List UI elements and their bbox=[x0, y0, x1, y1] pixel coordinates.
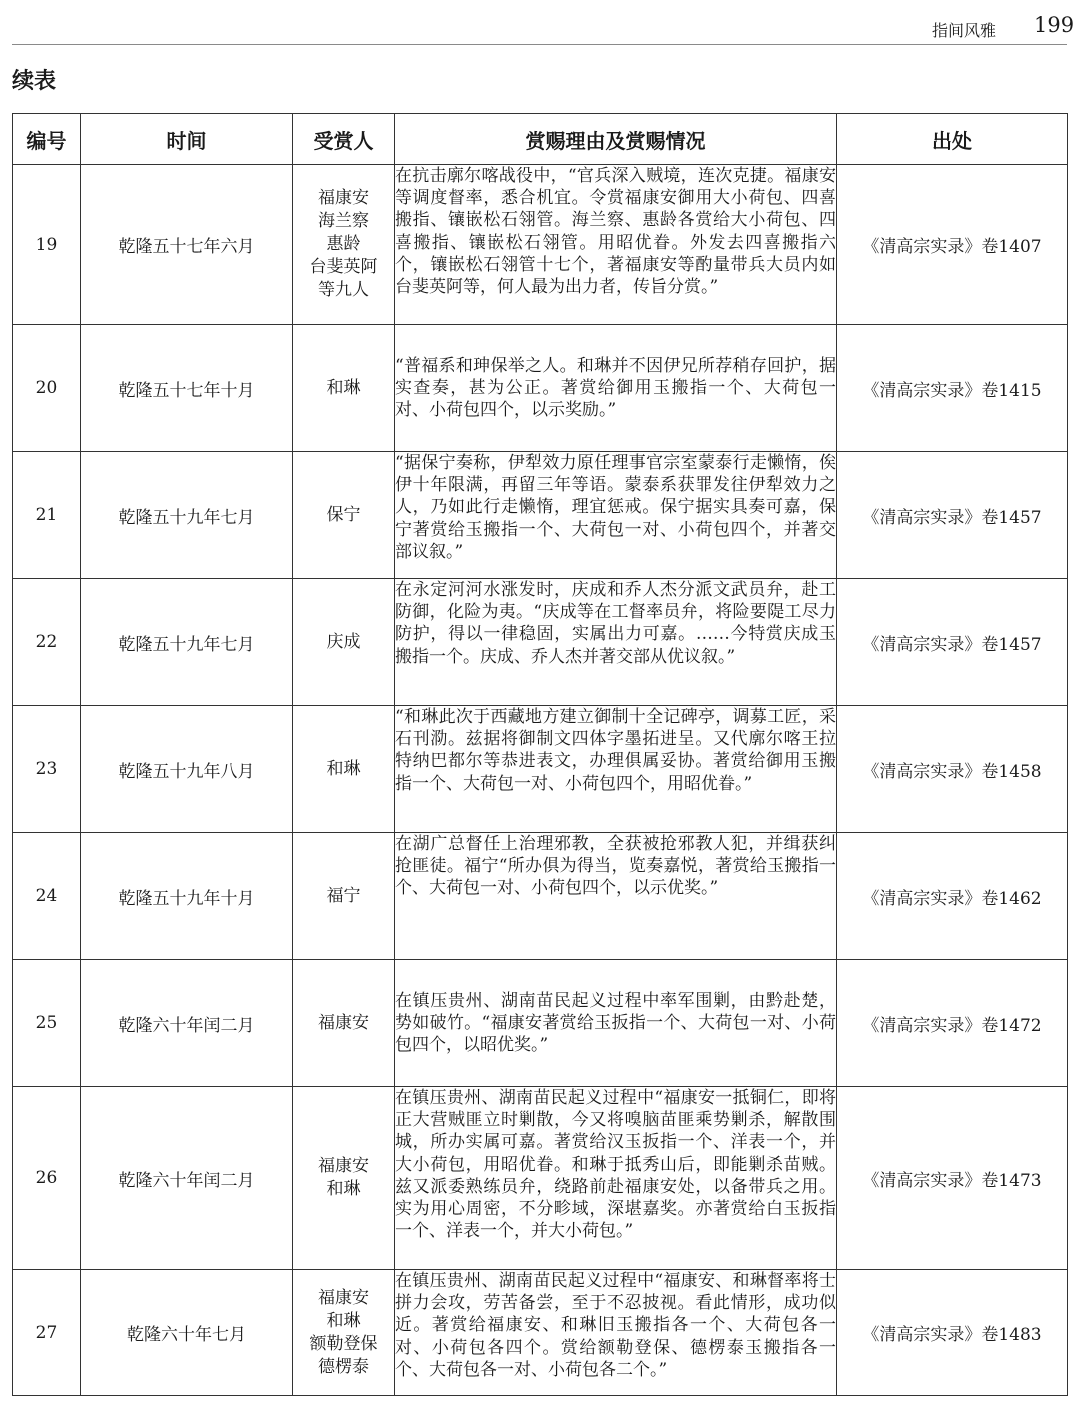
row-source: 《清高宗实录》卷1458 bbox=[837, 706, 1068, 833]
recipient-name: 庆成 bbox=[326, 631, 361, 652]
row-number: 26 bbox=[13, 1087, 81, 1270]
column-header-source: 出处 bbox=[837, 114, 1068, 165]
row-source: 《清高宗实录》卷1462 bbox=[837, 833, 1068, 960]
running-header-title: 指间风雅 bbox=[932, 21, 997, 40]
recipient-name: 福康安 bbox=[318, 1287, 369, 1308]
recipient-name: 福康安 bbox=[318, 188, 369, 208]
row-date: 乾隆六十年闰二月 bbox=[81, 1087, 293, 1270]
table-row bbox=[13, 579, 1068, 706]
table-row bbox=[13, 1087, 1068, 1270]
row-recipients bbox=[293, 960, 395, 1087]
row-description: 在抗击廓尔喀战役中，“官兵深入贼境，连次克捷。福康安等调度督率，悉合机宜。令赏福康安御用大小荷包、四喜搬指、镶嵌松石翎管。海兰察、惠龄各赏给大小荷包、四喜搬指、镶嵌松石翎管。用昭优眷。外发去四喜搬指六个，镶嵌松石翎管十七个，著福康安等酌量带兵大员内如台斐英阿等，何人最为出力者，传旨分赏。” bbox=[395, 165, 837, 325]
row-number: 20 bbox=[13, 325, 81, 452]
continued-table-label: 续表 bbox=[12, 69, 57, 94]
row-date: 乾隆五十九年七月 bbox=[81, 579, 293, 706]
header-rule bbox=[12, 44, 1067, 45]
row-date: 乾隆六十年闰二月 bbox=[81, 960, 293, 1087]
row-description-text: “普福系和珅保举之人。和琳并不因伊兄所荐稍存回护，据实查奏，甚为公正。著赏给御用玉搬指一个、大荷包一对、小荷包四个，以示奖励。” bbox=[395, 355, 836, 421]
row-recipients bbox=[293, 452, 395, 579]
table-header-row bbox=[13, 114, 1068, 165]
row-date: 乾隆五十七年十月 bbox=[81, 325, 293, 452]
row-number: 19 bbox=[13, 165, 81, 325]
table-row bbox=[13, 325, 1068, 452]
column-header-date: 时间 bbox=[81, 114, 293, 165]
row-recipients bbox=[293, 1087, 395, 1270]
table-row bbox=[13, 452, 1068, 579]
row-description bbox=[395, 960, 837, 1087]
recipient-name: 福康安 bbox=[318, 1012, 369, 1033]
row-recipients bbox=[293, 1270, 395, 1396]
table-row bbox=[13, 1270, 1068, 1396]
award-table bbox=[12, 113, 1068, 1396]
table-row bbox=[13, 706, 1068, 833]
row-recipients bbox=[293, 706, 395, 833]
row-recipients bbox=[293, 579, 395, 706]
row-number: 25 bbox=[13, 960, 81, 1087]
page-header bbox=[0, 0, 1080, 46]
recipient-name: 额勒登保 bbox=[309, 1333, 378, 1354]
row-recipients bbox=[293, 165, 395, 325]
row-date: 乾隆五十九年八月 bbox=[81, 706, 293, 833]
row-number: 27 bbox=[13, 1270, 81, 1396]
table-row bbox=[13, 960, 1068, 1087]
row-description: 在镇压贵州、湖南苗民起义过程中“福康安一抵铜仁，即将正大营贼匪立时剿散，今又将嗅脑苗匪乘势剿杀，解散围城，所办实属可嘉。著赏给汉玉扳指一个、洋表一个，并大小荷包，用昭优眷。和琳于抵秀山后，即能剿杀苗贼。兹又派委熟练员弁，绕路前赴福康安处，以备带兵之用。实为用心周密，不分畛域，深堪嘉奖。亦著赏给白玉扳指一个、洋表一个，并大小荷包。” bbox=[395, 1087, 837, 1270]
recipient-name: 保宁 bbox=[326, 504, 361, 525]
page-number: 199 bbox=[1034, 13, 1075, 37]
column-header-reason: 赏赐理由及赏赐情况 bbox=[395, 114, 837, 165]
row-source: 《清高宗实录》卷1483 bbox=[837, 1270, 1068, 1396]
row-number: 23 bbox=[13, 706, 81, 833]
recipient-name: 福宁 bbox=[326, 885, 361, 906]
row-source: 《清高宗实录》卷1473 bbox=[837, 1087, 1068, 1270]
row-source: 《清高宗实录》卷1407 bbox=[837, 165, 1068, 325]
row-recipients bbox=[293, 833, 395, 960]
row-date: 乾隆五十七年六月 bbox=[81, 165, 293, 325]
recipient-name: 和琳 bbox=[326, 377, 361, 398]
row-source: 《清高宗实录》卷1415 bbox=[837, 325, 1068, 452]
column-header-recipient: 受赏人 bbox=[293, 114, 395, 165]
recipient-name: 德楞泰 bbox=[318, 1356, 369, 1377]
row-description-text: 在镇压贵州、湖南苗民起义过程中率军围剿，由黔赴楚，势如破竹。“福康安著赏给玉扳指一个、大荷包一对、小荷包四个，以昭优奖。” bbox=[395, 990, 836, 1056]
row-description: “据保宁奏称，伊犁效力原任理事官宗室蒙泰行走懒惰，俟伊十年限满，再留三年等语。蒙泰系获罪发往伊犁效力之人，乃如此行走懒惰，理宜惩戒。保宁据实具奏可嘉，保宁著赏给玉搬指一个、大荷包一对、小荷包四个，并著交部议叙。” bbox=[395, 452, 837, 579]
row-description: 在镇压贵州、湖南苗民起义过程中“福康安、和琳督率将士拼力会攻，劳苦备尝，至于不忍披视。看此情形，成功似近。著赏给福康安、和琳旧玉搬指各一个、大荷包各一对、小荷包各四个。赏给额勒登保、德楞泰玉搬指各一个、大荷包各一对、小荷包各二个。” bbox=[395, 1270, 837, 1396]
column-header-number: 编号 bbox=[13, 114, 81, 165]
row-date: 乾隆五十九年七月 bbox=[81, 452, 293, 579]
row-number: 21 bbox=[13, 452, 81, 579]
row-date: 乾隆六十年七月 bbox=[81, 1270, 293, 1396]
row-description bbox=[395, 325, 837, 452]
recipient-name: 台斐英阿 bbox=[309, 257, 378, 277]
row-description: “和琳此次于西藏地方建立御制十全记碑亭，调募工匠，采石刊泐。兹据将御制文四体字墨拓进呈。又代廓尔喀王拉特纳巴都尔等恭进表文，办理俱属妥协。著赏给御用玉搬指一个、大荷包一对、小荷包四个，用昭优眷。” bbox=[395, 706, 837, 833]
row-source: 《清高宗实录》卷1457 bbox=[837, 579, 1068, 706]
recipient-name: 等九人 bbox=[318, 280, 369, 300]
recipient-name: 福康安 bbox=[318, 1156, 369, 1176]
row-date: 乾隆五十九年十月 bbox=[81, 833, 293, 960]
row-source: 《清高宗实录》卷1472 bbox=[837, 960, 1068, 1087]
row-number: 24 bbox=[13, 833, 81, 960]
recipient-name: 和琳 bbox=[326, 1310, 361, 1331]
row-number: 22 bbox=[13, 579, 81, 706]
table-row bbox=[13, 833, 1068, 960]
row-description: 在永定河河水涨发时，庆成和乔人杰分派文武员弁，赴工防御，化险为夷。“庆成等在工督率员弁，将险要隄工尽力防护，得以一律稳固，实属出力可嘉。……今特赏庆成玉搬指一个。庆成、乔人杰并著交部从优议叙。” bbox=[395, 579, 837, 706]
recipient-name: 海兰察 bbox=[318, 211, 369, 231]
row-description: 在湖广总督任上治理邪教，全获被抢邪教人犯，并缉获纠抢匪徒。福宁“所办俱为得当，览奏嘉悦，著赏给玉搬指一个、大荷包一对、小荷包四个，以示优奖。” bbox=[395, 833, 837, 960]
table-row bbox=[13, 165, 1068, 325]
recipient-name: 和琳 bbox=[326, 758, 361, 779]
recipient-name: 惠龄 bbox=[326, 234, 361, 254]
recipient-name: 和琳 bbox=[326, 1179, 361, 1199]
row-source: 《清高宗实录》卷1457 bbox=[837, 452, 1068, 579]
row-recipients bbox=[293, 325, 395, 452]
